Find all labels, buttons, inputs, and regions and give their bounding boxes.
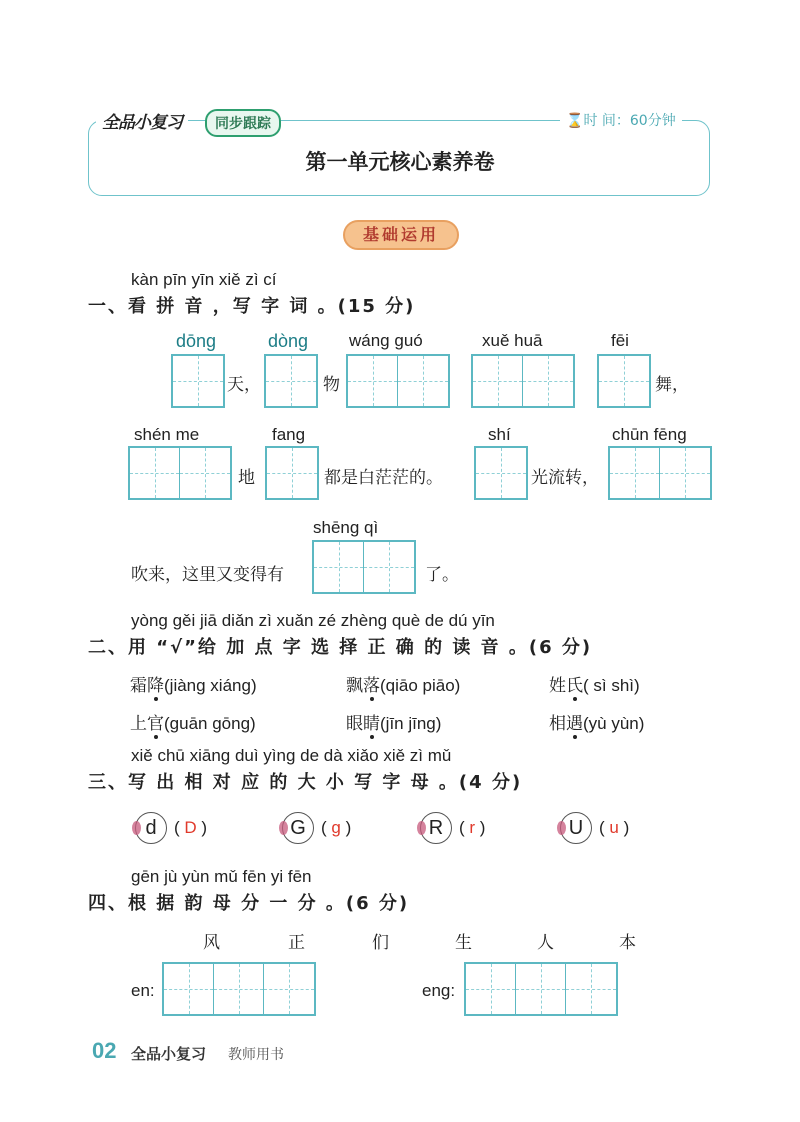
footer-sub: 教师用书: [228, 1047, 284, 1063]
time-text: 时 间：60分钟: [583, 113, 676, 129]
q1-r1-p3: wáng guó: [349, 331, 423, 350]
q2-item: 姓氏( sì shì): [549, 676, 640, 696]
q1-r1-box4[interactable]: [471, 354, 575, 408]
q2-item: 飘落(qiāo piāo): [346, 676, 461, 696]
en-box[interactable]: [162, 962, 316, 1016]
q1-r2-p3: shí: [488, 425, 511, 444]
q2-item: 相遇(yù yùn): [549, 714, 645, 734]
en-label: en:: [131, 981, 155, 1000]
answer-letter: g: [331, 818, 341, 837]
page-number: 02: [92, 1038, 117, 1063]
letter-flower: d: [135, 812, 167, 844]
answer-pair: ( r ): [459, 818, 486, 837]
section-badge: 基础运用: [343, 220, 459, 250]
q1-r2-box3[interactable]: [474, 446, 528, 500]
answer-pair: ( g ): [321, 818, 352, 837]
answer-letter: D: [184, 818, 197, 837]
q1-r1-t1: 天，: [227, 375, 261, 395]
q1-r3-p1: shēng qì: [313, 518, 379, 537]
q4-char: 风: [203, 933, 220, 953]
tag-badge: 同步跟踪: [205, 109, 281, 137]
answer-letter: r: [469, 818, 476, 837]
time-label: [560, 110, 682, 130]
q4-char: 生: [455, 933, 472, 953]
letter-flower: R: [420, 812, 452, 844]
q4-char: 本: [619, 933, 636, 953]
answer-pair: ( u ): [599, 818, 630, 837]
q4-char: 们: [372, 933, 389, 953]
q1-r2-t1: 地: [238, 468, 255, 488]
q1-r1-box2[interactable]: [264, 354, 318, 408]
q4-pinyin: gēn jù yùn mǔ fēn yi fēn: [131, 867, 312, 886]
hourglass-icon: ⌛: [566, 113, 584, 129]
eng-box[interactable]: [464, 962, 618, 1016]
q3-pinyin: xiě chū xiāng duì yìng de dà xiǎo xiě zì mǔ: [131, 746, 452, 765]
q2-pinyin: yòng gěi jiā diǎn zì xuǎn zé zhèng què de dú yīn: [131, 611, 495, 630]
q1-r1-t5: 舞，: [655, 375, 689, 395]
q1-r2-p1: shén me: [134, 425, 200, 444]
letter-flower: G: [282, 812, 314, 844]
q1-r2-p2: fang: [272, 425, 306, 444]
q1-r2-t2: 都是白茫茫的。: [324, 468, 443, 488]
q1-r1-box1[interactable]: [171, 354, 225, 408]
q1-r1-p1: dōng: [176, 331, 217, 351]
q2-item: 霜降(jiàng xiáng): [130, 676, 257, 696]
q4-char: 人: [537, 933, 554, 953]
q1-r2-t3: 光流转，: [531, 468, 599, 488]
q1-pinyin: kàn pīn yīn xiě zì cí: [131, 270, 277, 289]
q1-r1-box3[interactable]: [346, 354, 450, 408]
q1-r1-p5: fēi: [611, 331, 629, 350]
q2-title: 二、用 “√”给 加 点 字 选 择 正 确 的 读 音 。(6 分): [88, 637, 593, 658]
q1-r3-box1[interactable]: [312, 540, 416, 594]
q1-r2-p4: chūn fēng: [612, 425, 687, 444]
answer-letter: u: [609, 818, 619, 837]
q1-title: 一、看 拼 音 ，写 字 词 。(15 分): [88, 296, 416, 317]
answer-pair: ( D ): [174, 818, 208, 837]
q1-r2-box1[interactable]: [128, 446, 232, 500]
eng-label: eng:: [422, 981, 456, 1000]
q1-r3-t0: 吹来，这里又变得有: [131, 565, 284, 585]
q1-r2-box2[interactable]: [265, 446, 319, 500]
q1-r1-p4: xuě huā: [482, 331, 543, 350]
q1-r3-t1: 了。: [425, 565, 459, 585]
q2-item: 眼睛(jīn jīng): [346, 714, 442, 734]
brand-logo: 全品小复习: [96, 108, 188, 133]
q1-r2-box4[interactable]: [608, 446, 712, 500]
footer-brand: 全品小复习: [131, 1045, 207, 1063]
q3-title: 三、写 出 相 对 应 的 大 小 写 字 母 。(4 分): [88, 772, 523, 793]
q4-char: 正: [288, 933, 305, 953]
q4-title: 四、根 据 韵 母 分 一 分 。(6 分): [88, 893, 410, 914]
q1-r1-box5[interactable]: [597, 354, 651, 408]
q1-r1-p2: dòng: [268, 331, 309, 351]
q1-r1-t2: 物: [323, 375, 340, 395]
letter-flower: U: [560, 812, 592, 844]
page-title: 第一单元核心素养卷: [305, 149, 495, 174]
q2-item: 上官(guān gōng): [130, 714, 256, 734]
